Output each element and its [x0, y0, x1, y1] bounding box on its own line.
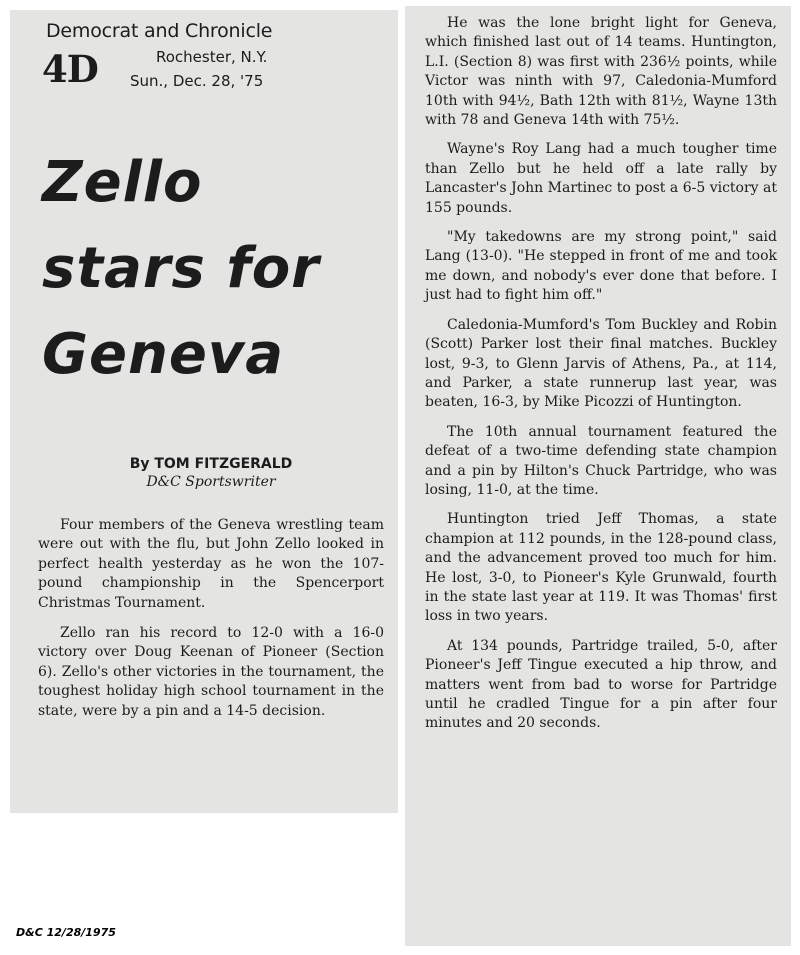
headline-line-3: Geneva [42, 322, 285, 387]
publication-date: Sun., Dec. 28, '75 [130, 72, 264, 90]
clipping-right-panel [405, 6, 791, 946]
article-paragraph: "My takedowns are my strong point," said Lang (13-0). "He stepped in front of me and took me down, and nobody's ever done that before. I just had to fight him off." [425, 229, 777, 304]
footer-caption: D&C 12/28/1975 [16, 926, 116, 939]
article-paragraph: Huntington tried Jeff Thomas, a state champion at 112 pounds, in the 128-pound class, and the advancement proved too much for him. He lost, 3-0, to Pioneer's Kyle Grunwald, fourth in the state last year at 119. It was Thomas' first loss in two years. [425, 511, 777, 625]
article-body-left [38, 516, 384, 721]
article-paragraph: He was the lone bright light for Geneva, which finished last out of 14 teams. Huntington, L.I. (Section 8) was first with 236½ points, while Victor was ninth with 97, Caledonia-Mumford 10th with 94½, Bath 12th with 81½, Wayne 13th with 78 and Geneva 14th with 75½. [425, 15, 777, 129]
headline-line-2: stars for [42, 236, 320, 301]
article-paragraph: The 10th annual tournament featured the defeat of a two-time defending state champion and a pin by Hilton's Chuck Partridge, who was losing, 11-0, at the time. [425, 423, 777, 498]
masthead [38, 20, 384, 102]
byline [38, 456, 384, 490]
article-paragraph: Caledonia-Mumford's Tom Buckley and Robin (Scott) Parker lost their final matches. Buckley lost, 9-3, to Glenn Jarvis of Athens, Pa., at 114, and Parker, a state runnerup last year, was beaten, 16-3, by Mike Picozzi of Huntington. [425, 316, 777, 411]
byline-author: By TOM FITZGERALD [129, 456, 293, 472]
page-number: 4D [42, 47, 98, 91]
headline [42, 140, 384, 398]
clipping-left-panel [10, 10, 398, 813]
article-paragraph: Wayne's Roy Lang had a much tougher time than Zello but he held off a late rally by Lancaster's John Martinec to post a 6-5 victory at 155 pounds. [425, 141, 777, 216]
headline-line-1: Zello [42, 150, 203, 215]
article-paragraph: At 134 pounds, Partridge trailed, 5-0, after Pioneer's Jeff Tingue executed a hip throw, and matters went from bad to worse for Partridge until he cradled Tingue for a pin after four minutes and 20 seconds. [425, 637, 777, 732]
publication-city: Rochester, N.Y. [156, 48, 268, 66]
publication-name: Democrat and Chronicle [46, 20, 273, 42]
byline-role: D&C Sportswriter [146, 474, 276, 490]
article-paragraph: Zello ran his record to 12-0 with a 16-0 victory over Doug Keenan of Pioneer (Section 6). Zello's other victories in the tournament, the toughest holiday high school tournament in the state, were by a pin and a 14-5 decision. [38, 625, 384, 719]
article-body-right [425, 14, 777, 734]
article-paragraph: Four members of the Geneva wrestling team were out with the flu, but John Zello looked in perfect health yesterday as he won the 107-pound championship in the Spencerport Christmas Tournament. [38, 517, 384, 611]
